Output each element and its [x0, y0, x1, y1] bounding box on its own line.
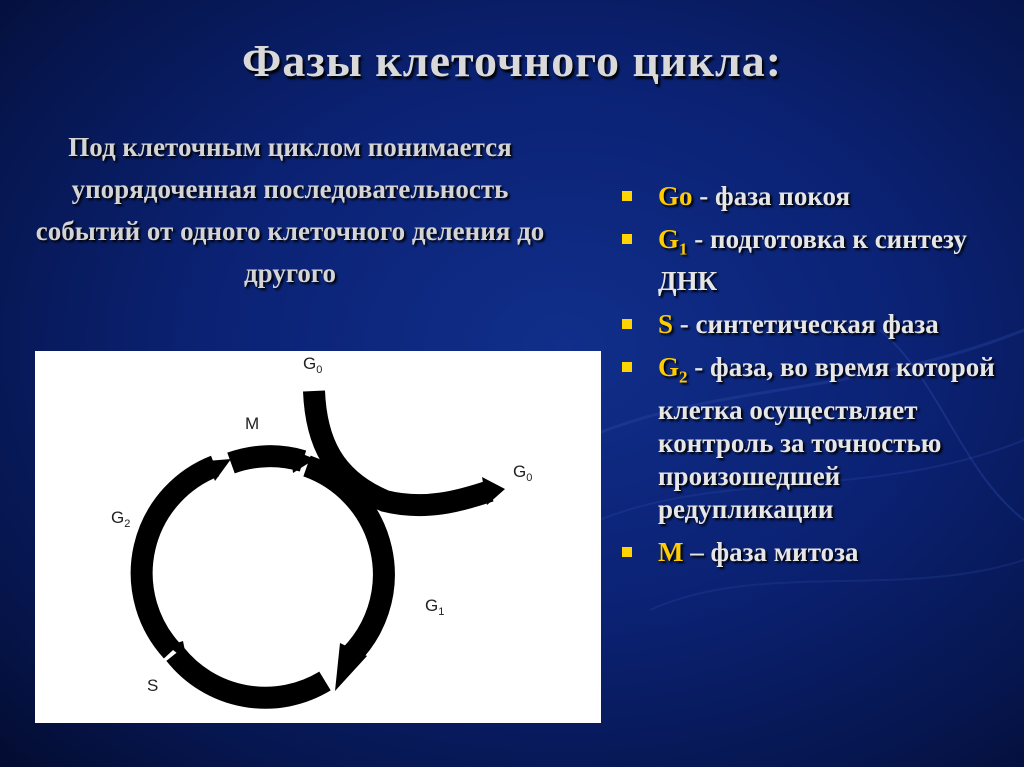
phase-item-s: [620, 308, 1015, 341]
s-arc: [175, 654, 325, 698]
label-g0-right: $G_0$: [513, 462, 533, 484]
label-s: S: [147, 676, 159, 695]
label-m: M: [245, 414, 260, 433]
phase-list: [620, 180, 1015, 579]
label-g0-top: $G_0$: [303, 354, 323, 376]
phase-code: $G_2$: [658, 352, 688, 387]
phase-code: S: [658, 309, 674, 340]
slide-title: Фазы клеточного цикла:: [241, 35, 783, 86]
bullet-icon: [622, 191, 632, 201]
phase-text: - синтетическая фаза: [673, 309, 939, 340]
bullet-icon: [622, 319, 632, 329]
phase-text: - подготовка к синтезу ДНК: [658, 224, 967, 297]
g2-arc: [142, 466, 215, 651]
label-g1: $G_1$: [425, 596, 445, 618]
phase-item-m: [620, 536, 1015, 569]
cell-cycle-svg: [35, 351, 601, 723]
phase-text: – фаза митоза: [683, 536, 859, 567]
phase-code: $G_1$: [658, 224, 688, 259]
phase-item-g2: [620, 351, 1015, 525]
phase-code: Go: [658, 181, 693, 211]
phase-code: M: [658, 536, 684, 567]
cell-cycle-diagram: [35, 351, 601, 723]
phase-text: - фаза покоя: [692, 181, 851, 211]
bullet-icon: [622, 362, 632, 372]
label-g2: $G_2$: [111, 508, 131, 530]
bullet-icon: [622, 547, 632, 557]
phase-item-g0: [620, 180, 1015, 213]
bullet-icon: [622, 234, 632, 244]
phase-text: - фаза, во время которой клетка осуществляет контроль за точностью произошедшей редупликации: [658, 352, 995, 524]
intro-text: Под клеточным циклом понимается упорядоченная последовательность событий от одного клеточного деления до другого: [35, 132, 545, 288]
phase-item-g1: [620, 223, 1015, 298]
